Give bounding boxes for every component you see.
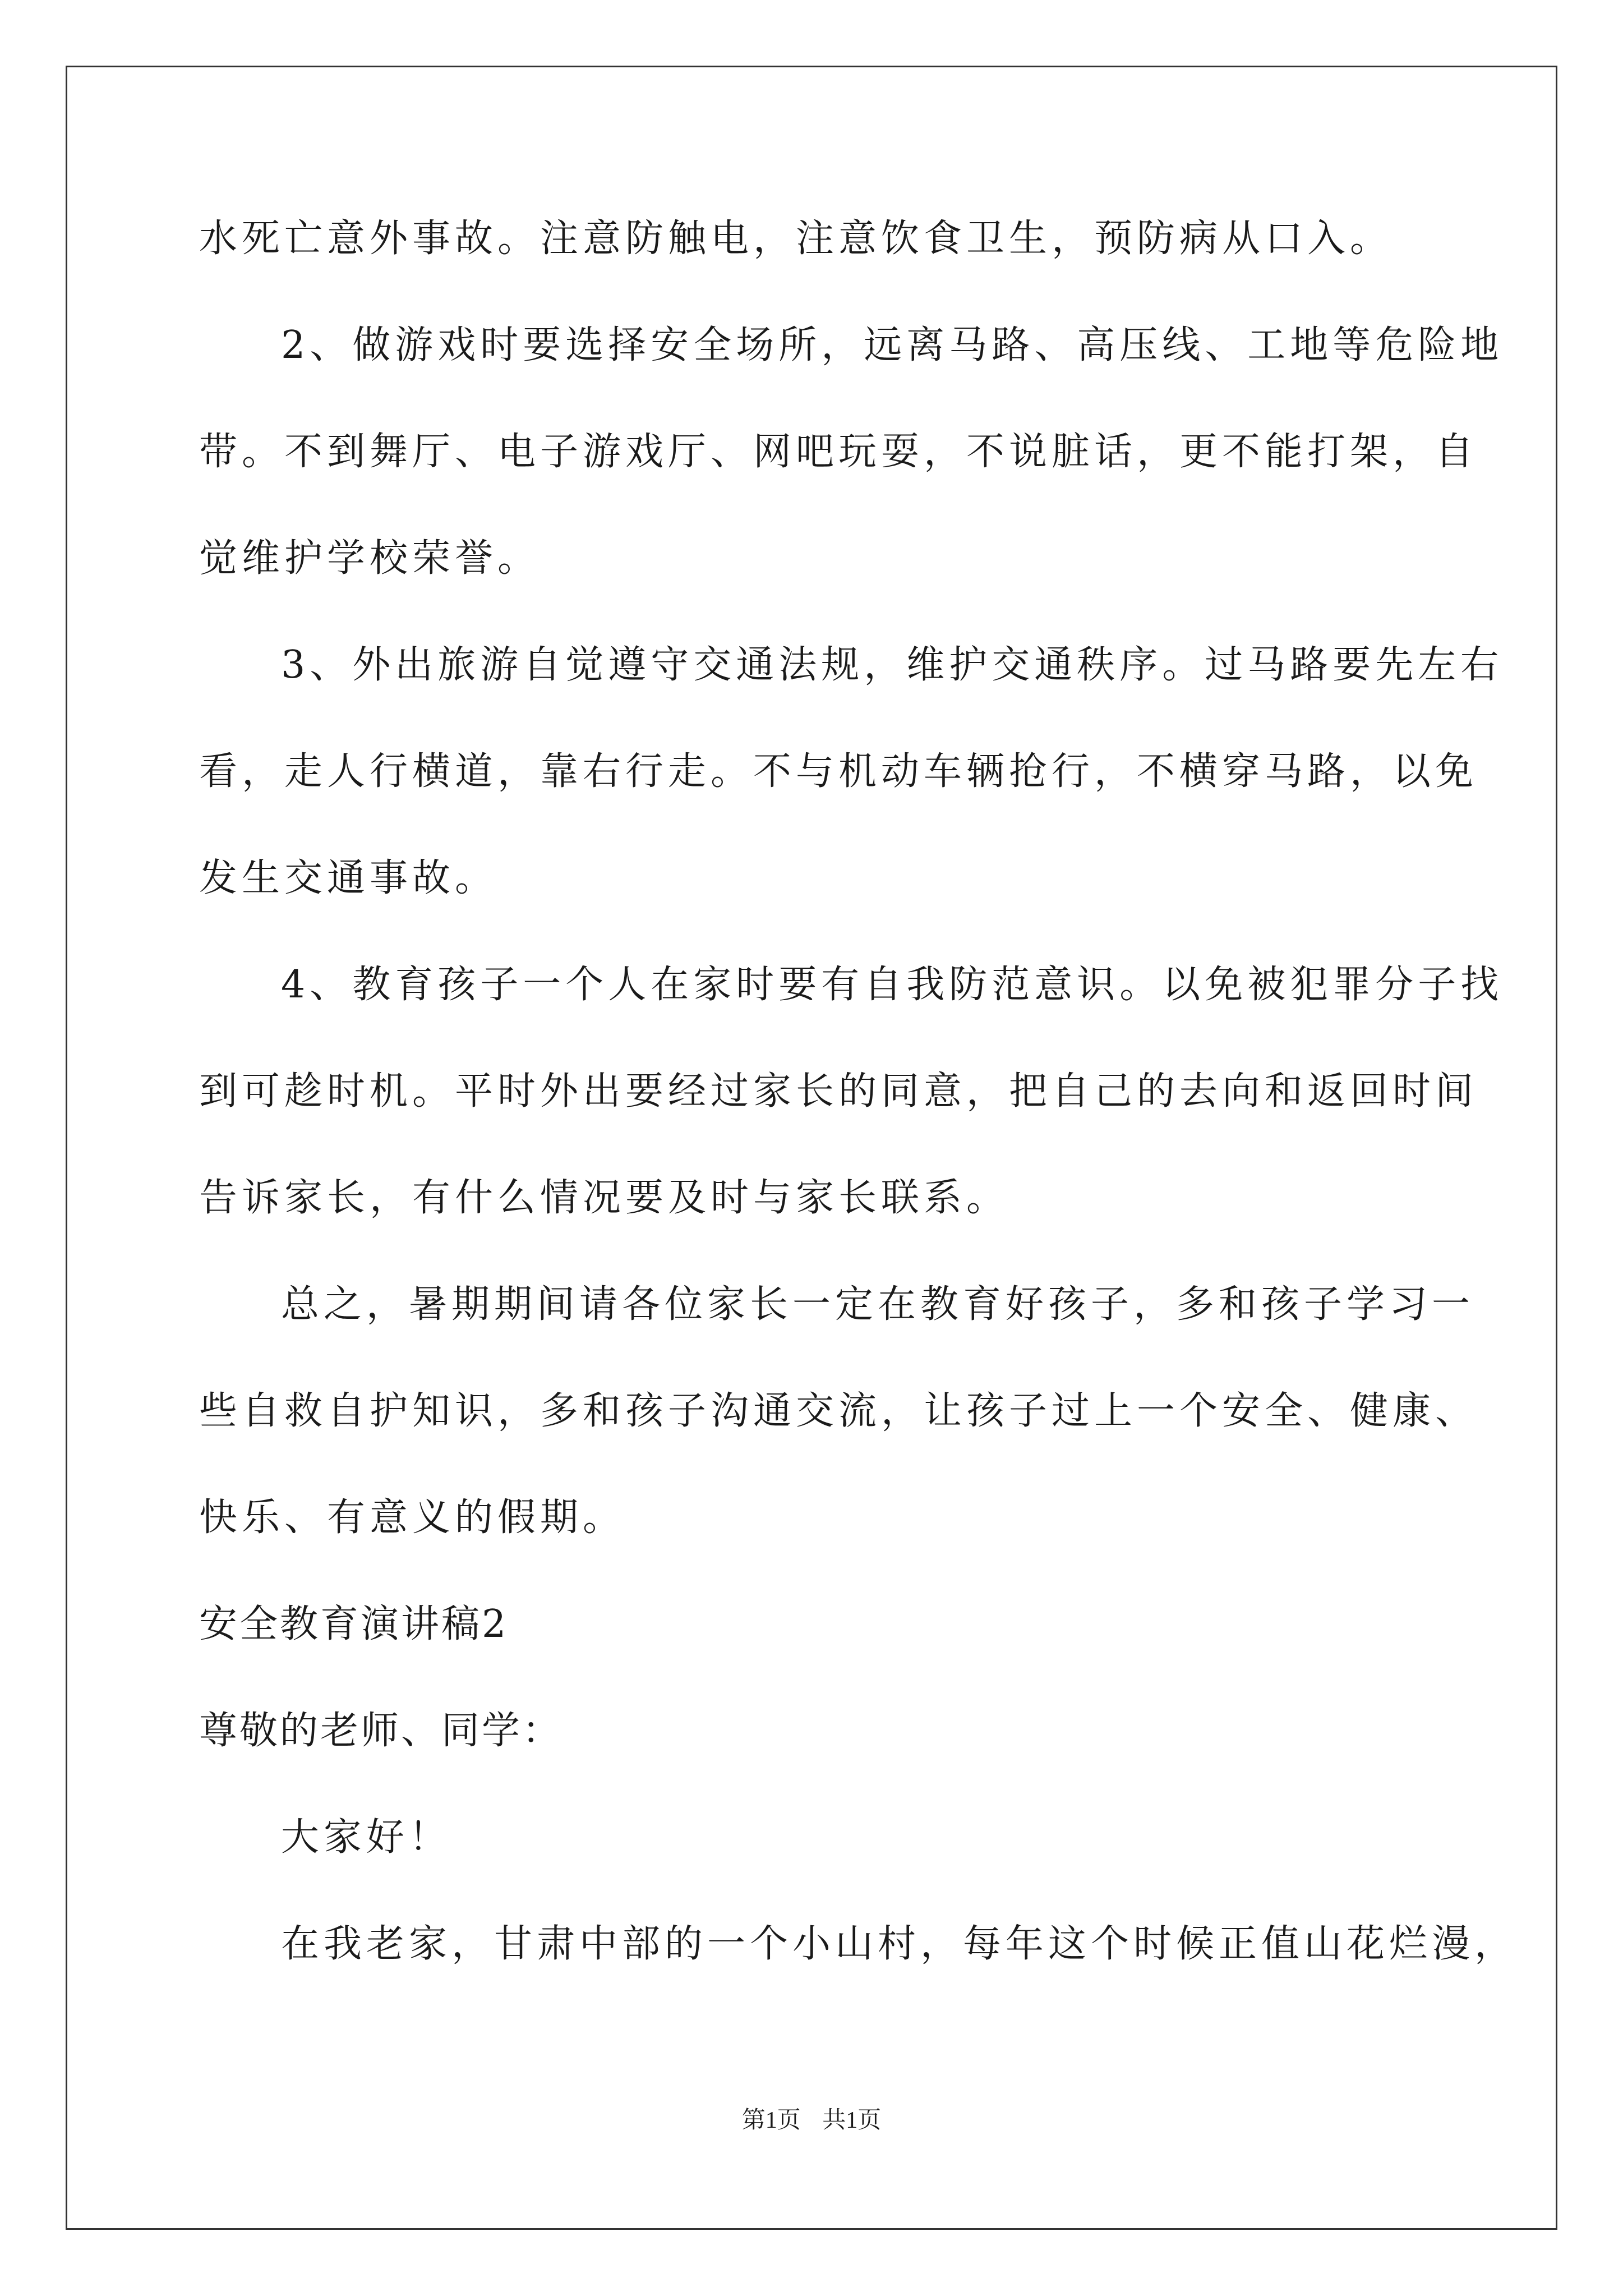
salutation: 尊敬的老师、同学：: [199, 1709, 563, 1753]
text-line: 4、教育孩子一个人在家时要有自我防范意识。以免被犯罪分子找: [281, 963, 1504, 1007]
text-line: 看，走人行横道，靠右行走。不与机动车辆抢行，不横穿马路，以免: [199, 749, 1478, 794]
page-border: [66, 66, 1557, 2230]
page-footer: [0, 2104, 1623, 2137]
text-line: 3、外出旅游自觉遵守交通法规，维护交通秩序。过马路要先左右: [281, 643, 1504, 687]
text-line: 些自救自护知识，多和孩子沟通交流，让孩子过上一个安全、健康、: [199, 1389, 1478, 1433]
text-line: 在我老家，甘肃中部的一个小山村，每年这个时候正值山花烂漫，: [281, 1922, 1518, 1966]
section-title: 安全教育演讲稿2: [199, 1602, 509, 1646]
text-line: 告诉家长，有什么情况要及时与家长联系。: [199, 1176, 1009, 1220]
text-line: 觉维护学校荣誉。: [199, 536, 541, 581]
text-line: 快乐、有意义的假期。: [199, 1496, 626, 1540]
text-line: 发生交通事故。: [199, 856, 498, 900]
text-line: 总之，暑期期间请各位家长一定在教育好孩子，多和孩子学习一: [281, 1282, 1475, 1327]
text-line: 到可趁时机。平时外出要经过家长的同意，把自己的去向和返回时间: [199, 1069, 1478, 1114]
page-total: 共1页: [822, 2108, 882, 2133]
text-line: 水死亡意外事故。注意防触电，注意饮食卫生，预防病从口入。: [199, 217, 1393, 261]
greeting: 大家好！: [281, 1815, 452, 1860]
page-number: 第1页: [741, 2108, 801, 2133]
text-line: 带。不到舞厅、电子游戏厅、网吧玩耍，不说脏话，更不能打架，自: [199, 430, 1478, 474]
text-line: 2、做游戏时要选择安全场所，远离马路、高压线、工地等危险地: [281, 323, 1504, 367]
